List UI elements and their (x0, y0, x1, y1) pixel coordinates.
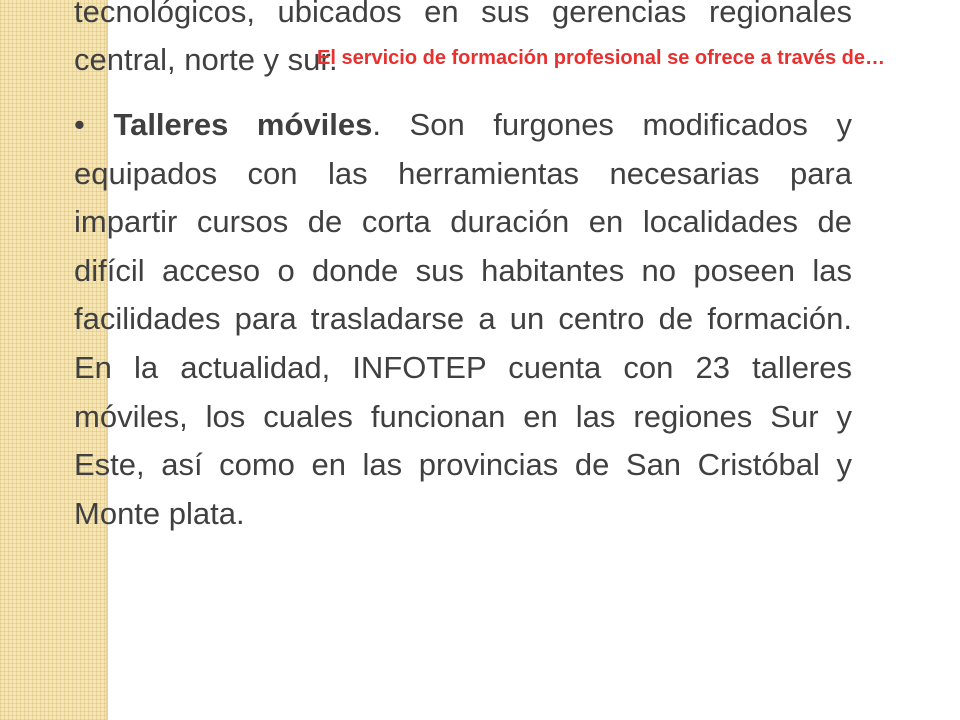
bullet-marker: • (74, 107, 85, 142)
bullet-body: Son furgones modificados y equipados con las herramientas necesarias para impartir cursos de corta duración en localidades de difícil acceso o donde sus habitantes no poseen las facilidades para trasladarse a un centro de formación. En la actualidad, INFOTEP cuenta con 23 talleres móviles, los cuales funcionan en las regiones Sur y Este, así como en las provincias de San Cristóbal y Monte plata. (74, 107, 852, 531)
bullet-heading-suffix: . (372, 107, 381, 142)
bullet-item-talleres-moviles (74, 101, 852, 538)
bullet-heading: Talleres móviles (113, 107, 373, 142)
slide-title: El servicio de formación profesional se ofrece a través de… (317, 47, 885, 69)
continuation-text: tecnológicos, ubicados en sus gerencias regionales central, norte y sur. (74, 0, 852, 77)
